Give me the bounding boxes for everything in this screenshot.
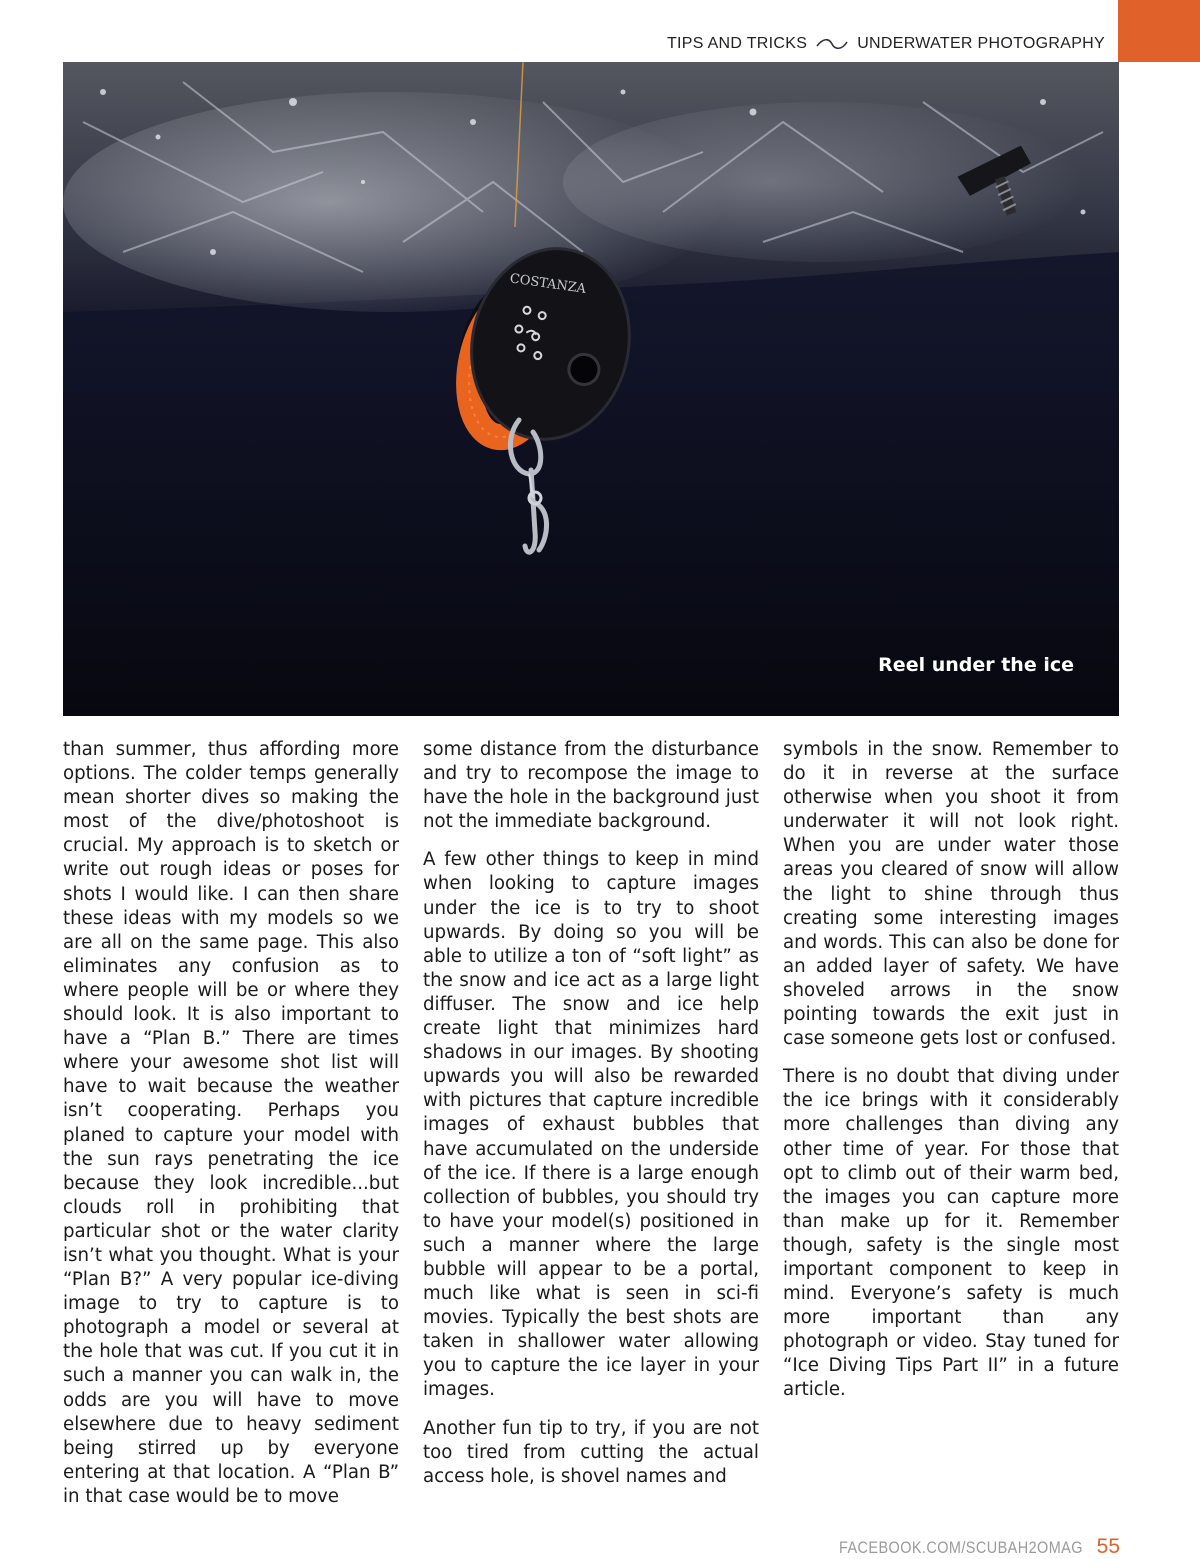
page-number: 55 <box>1096 1535 1120 1558</box>
paragraph: some distance from the disturbance and try to recompose the image to have the hole in the background just not the immediate background. <box>423 739 759 833</box>
paragraph: Another fun tip to try, if you are not too tired from cutting the actual access hole, is shovel names and <box>423 1417 759 1487</box>
paragraph: symbols in the snow. Remember to do it in reverse at the surface otherwise when you shoot it from underwater it will not look right. When you are under water those areas you cleared of snow will allow the light to shine through thus creating some interesting images and words. This can also be done for an added layer of safety. We have shoveled arrows in the snow pointing towards the exit just in case someone gets lost or confused. <box>783 739 1119 1050</box>
page-footer <box>796 1535 1120 1559</box>
section-color-tab <box>1118 0 1200 62</box>
paragraph: than summer, thus affording more options. The colder temps generally mean shorter dives so making the most of the dive/photoshoot is crucial. My approach is to sketch or write out rough ideas or poses for shots I would like. I can then share these ideas with my models so we are all on the same page. This also eliminates any confusion as to where people will be or where they should look. It is also important to have a “Plan B.” There are times where your awesome shot list will have to wait because the weather isn’t cooperating. Perhaps you planed to capture your model with the sun rays penetrating the ice because they look incredible...but clouds roll in prohibiting that particular shot or the water clarity isn’t what you thought. What is your “Plan B?” A very popular ice-diving image to try to capture is to photograph a model or several at the hole that was cut. If you cut it in such a manner you can walk in, the odds are you will have to move elsewhere due to heavy sediment being stirred up by everyone entering at that location. A “Plan B” in that case would be to move <box>63 739 399 1507</box>
article-column-1 <box>63 738 399 1523</box>
paragraph: A few other things to keep in mind when looking to capture images under the ice is to try to shoot upwards. By doing so you will be able to utilize a ton of “soft light” as the snow and ice act as a large light diffuser. The snow and ice help create light that minimizes hard shadows in our images. By shooting upwards you will also be rewarded with pictures that capture incredible images of exhaust bubbles that have accumulated on the underside of the ice. If there is a large enough collection of bubbles, you should try to have your model(s) positioned in such a manner where the large bubble will appear to be a portal, much like what is seen in sci-fi movies. Typically the best shots are taken in shallower water allowing you to capture the ice layer in your images. <box>423 849 759 1401</box>
paragraph: There is no doubt that diving under the ice brings with it considerably more challenges than diving any other time of year. For those that opt to climb out of their warm bed, the images you can capture more than make up for it. Remember though, safety is the single most important component to keep in mind. Everyone’s safety is much more important than any photograph or video. Stay tuned for “Ice Diving Tips Part II” in a future article. <box>783 1066 1119 1401</box>
article-column-3 <box>783 738 1119 1417</box>
section-label: TIPS AND TRICKS <box>666 35 808 52</box>
subsection-label: UNDERWATER PHOTOGRAPHY <box>857 35 1105 52</box>
reel-brand-text: COSTANZA <box>508 271 587 297</box>
photo-caption: Reel under the ice <box>878 654 1074 676</box>
tilde-divider-icon <box>815 38 849 50</box>
article-column-2 <box>423 738 759 1503</box>
running-head <box>667 35 1105 53</box>
footer-site-link[interactable]: FACEBOOK.COM/SCUBAH2OMAG <box>838 1538 1083 1557</box>
reel-photo <box>63 62 1119 716</box>
